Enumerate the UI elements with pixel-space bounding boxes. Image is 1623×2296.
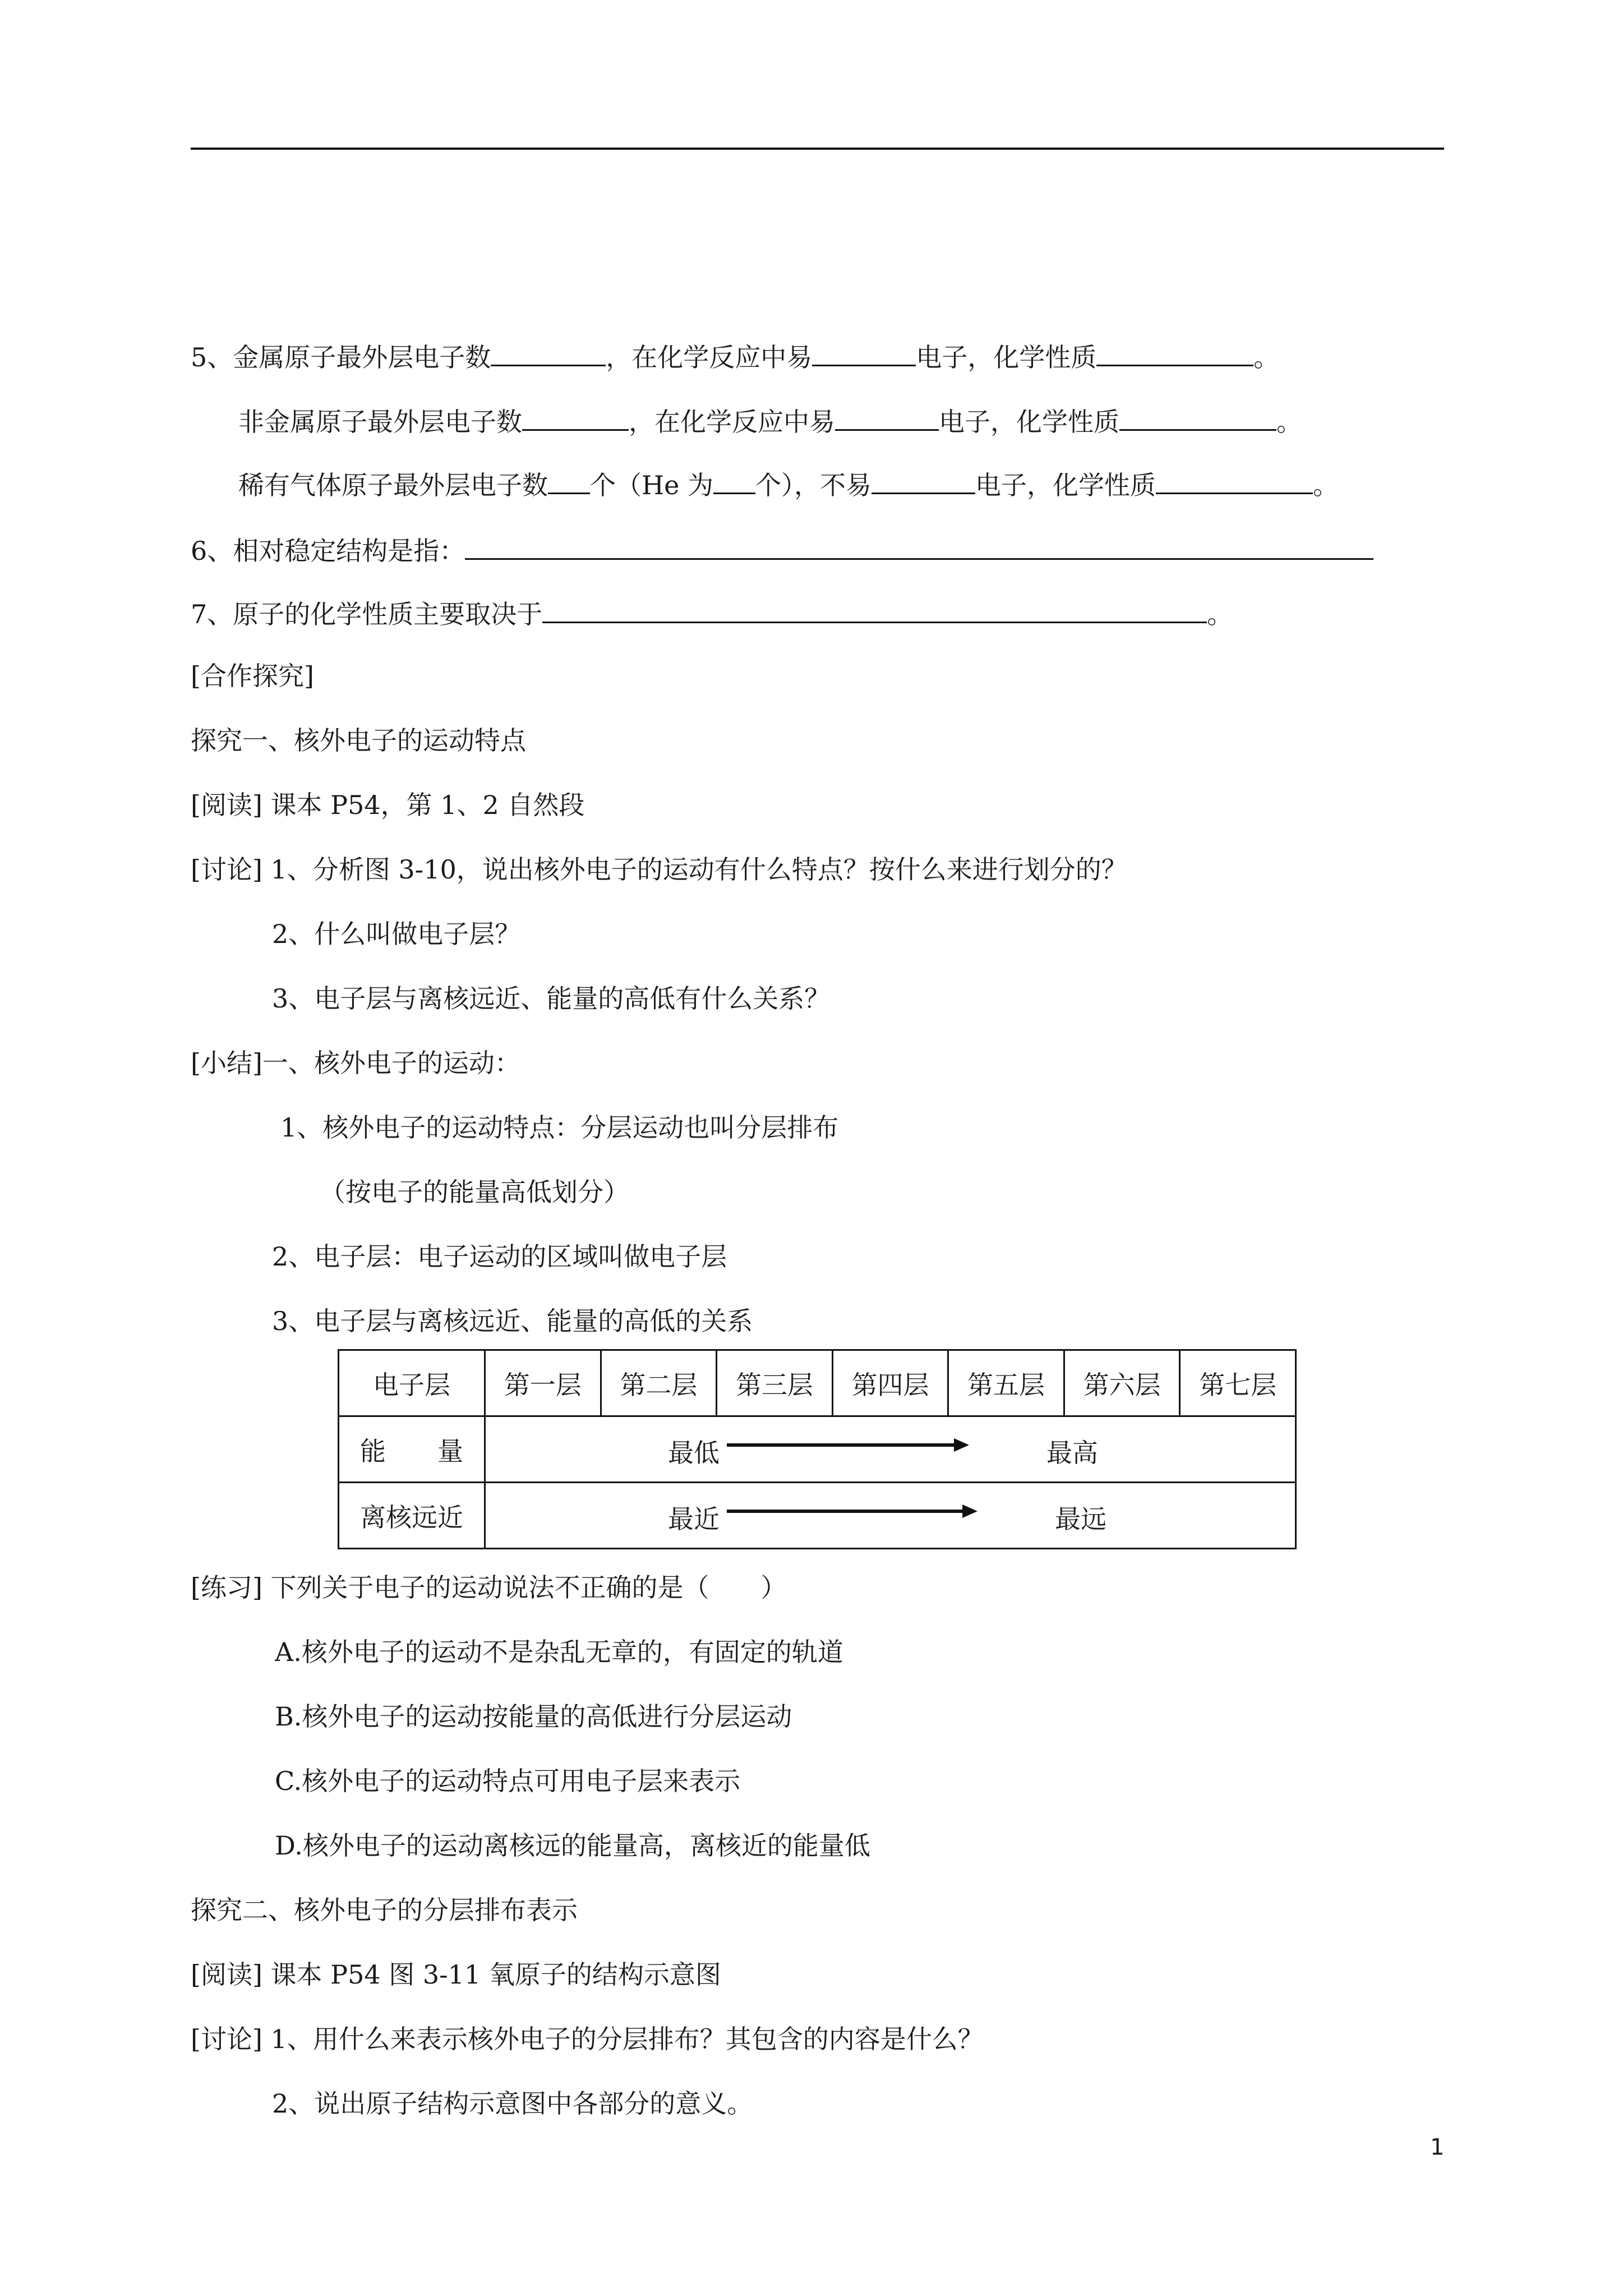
table-header-cell: 第一层 xyxy=(485,1350,601,1416)
energy-arrow-wrap xyxy=(486,1417,1295,1481)
table-row-energy xyxy=(339,1416,1296,1483)
explore1-title: 探究一、核外电子的运动特点 xyxy=(191,725,526,756)
summary-item-2: 2、电子层：电子运动的区域叫做电子层 xyxy=(272,1241,727,1272)
summary-title: [小结]一、核外电子的运动： xyxy=(191,1048,520,1078)
q5-noble-text4: 电子，化学性质 xyxy=(975,470,1156,500)
blank-field[interactable] xyxy=(1096,337,1253,366)
explore1-discuss-1: [讨论] 1、分析图 3-10，说出核外电子的运动有什么特点？按什么来进行划分的？ xyxy=(191,854,1127,885)
blank-field[interactable] xyxy=(522,401,629,431)
summary-item-3: 3、电子层与离核远近、能量的高低的关系 xyxy=(272,1306,753,1336)
distance-far-label: 最远 xyxy=(1055,1504,1106,1534)
explore1-read: [阅读] 课本 P54，第 1、2 自然段 xyxy=(191,790,585,820)
practice-option-b[interactable]: B.核外电子的运动按能量的高低进行分层运动 xyxy=(275,1701,792,1732)
q5-metal-line xyxy=(191,337,1279,374)
explore2-read: [阅读] 课本 P54 图 3-11 氧原子的结构示意图 xyxy=(191,1959,721,1990)
q5-noble-text: 稀有气体原子最外层电子数 xyxy=(238,470,548,500)
table-header-row xyxy=(339,1350,1296,1416)
distance-label: 离核远近 xyxy=(339,1483,485,1549)
blank-field[interactable] xyxy=(548,464,590,494)
explore2-title: 探究二、核外电子的分层排布表示 xyxy=(191,1895,578,1925)
q5-metal-text: 5、金属原子最外层电子数 xyxy=(191,342,491,372)
practice-option-d[interactable]: D.核外电子的运动离核远的能量高，离核近的能量低 xyxy=(275,1830,870,1861)
table-header-cell: 第六层 xyxy=(1064,1350,1180,1416)
q6-text: 6、相对稳定结构是指： xyxy=(191,536,465,566)
explore1-discuss-3: 3、电子层与离核远近、能量的高低有什么关系？ xyxy=(272,983,831,1014)
practice-option-c[interactable]: C.核外电子的运动特点可用电子层来表示 xyxy=(275,1766,741,1796)
q5-noble-line xyxy=(238,464,1339,502)
blank-field[interactable] xyxy=(491,337,606,366)
section-heading: [合作探究] xyxy=(191,661,314,691)
blank-field[interactable] xyxy=(1156,464,1313,494)
table-header-cell: 第二层 xyxy=(601,1350,717,1416)
energy-arrow-cell xyxy=(485,1416,1296,1483)
table-header-cell: 第三层 xyxy=(717,1350,833,1416)
period: 。 xyxy=(1253,342,1280,372)
blank-field[interactable] xyxy=(872,464,975,494)
q5-nonmetal-text3: 电子，化学性质 xyxy=(939,407,1119,437)
practice-option-a[interactable]: A.核外电子的运动不是杂乱无章的，有固定的轨道 xyxy=(275,1637,843,1667)
period: 。 xyxy=(1207,599,1233,629)
q7-text: 7、原子的化学性质主要取决于 xyxy=(191,599,543,629)
right-arrow-icon xyxy=(486,1417,1299,1481)
distance-arrow-wrap xyxy=(486,1483,1295,1548)
q5-nonmetal-text: 非金属原子最外层电子数 xyxy=(238,407,522,437)
q5-metal-text3: 电子，化学性质 xyxy=(916,342,1097,372)
distance-near-label: 最近 xyxy=(668,1504,720,1534)
period: 。 xyxy=(1312,470,1339,500)
q5-noble-text2: 个（He 为 xyxy=(590,470,713,500)
table-header-cell: 电子层 xyxy=(339,1350,485,1416)
table-header-cell: 第四层 xyxy=(832,1350,948,1416)
right-arrow-icon xyxy=(486,1483,1299,1548)
practice-question: [练习] 下列关于电子的运动说法不正确的是（ ） xyxy=(191,1572,787,1603)
blank-field[interactable] xyxy=(835,401,939,431)
energy-low-label: 最低 xyxy=(668,1438,720,1468)
blank-field[interactable] xyxy=(713,464,755,494)
explore1-discuss-2: 2、什么叫做电子层？ xyxy=(272,919,521,949)
blank-field[interactable] xyxy=(1119,401,1276,431)
blank-field[interactable] xyxy=(542,593,1207,623)
energy-high-label: 最高 xyxy=(1046,1438,1098,1468)
blank-field[interactable] xyxy=(465,530,1373,560)
q5-nonmetal-text2: ，在化学反应中易 xyxy=(629,407,835,437)
q5-noble-text3: 个），不易 xyxy=(755,470,872,500)
page-number: 1 xyxy=(1430,2134,1445,2160)
electron-layer-table xyxy=(338,1349,1297,1549)
explore2-discuss-1: [讨论] 1、用什么来表示核外电子的分层排布？其包含的内容是什么？ xyxy=(191,2024,984,2054)
blank-field[interactable] xyxy=(812,337,916,366)
q5-metal-text2: ，在化学反应中易 xyxy=(606,342,813,372)
q7-line xyxy=(191,593,1233,631)
q6-line xyxy=(191,530,1373,568)
summary-item-note: （按电子的能量高低划分） xyxy=(320,1177,629,1207)
summary-item-1: 1、核外电子的运动特点：分层运动也叫分层排布 xyxy=(280,1112,839,1143)
header-rule xyxy=(191,148,1444,150)
q5-nonmetal-line xyxy=(238,401,1302,439)
table-header-cell: 第五层 xyxy=(948,1350,1064,1416)
explore2-discuss-2: 2、说出原子结构示意图中各部分的意义。 xyxy=(272,2088,753,2119)
table-row-distance xyxy=(339,1483,1296,1549)
period: 。 xyxy=(1276,407,1302,437)
distance-arrow-cell xyxy=(485,1483,1296,1549)
energy-label: 能 量 xyxy=(339,1416,485,1483)
table-header-cell: 第七层 xyxy=(1180,1350,1296,1416)
